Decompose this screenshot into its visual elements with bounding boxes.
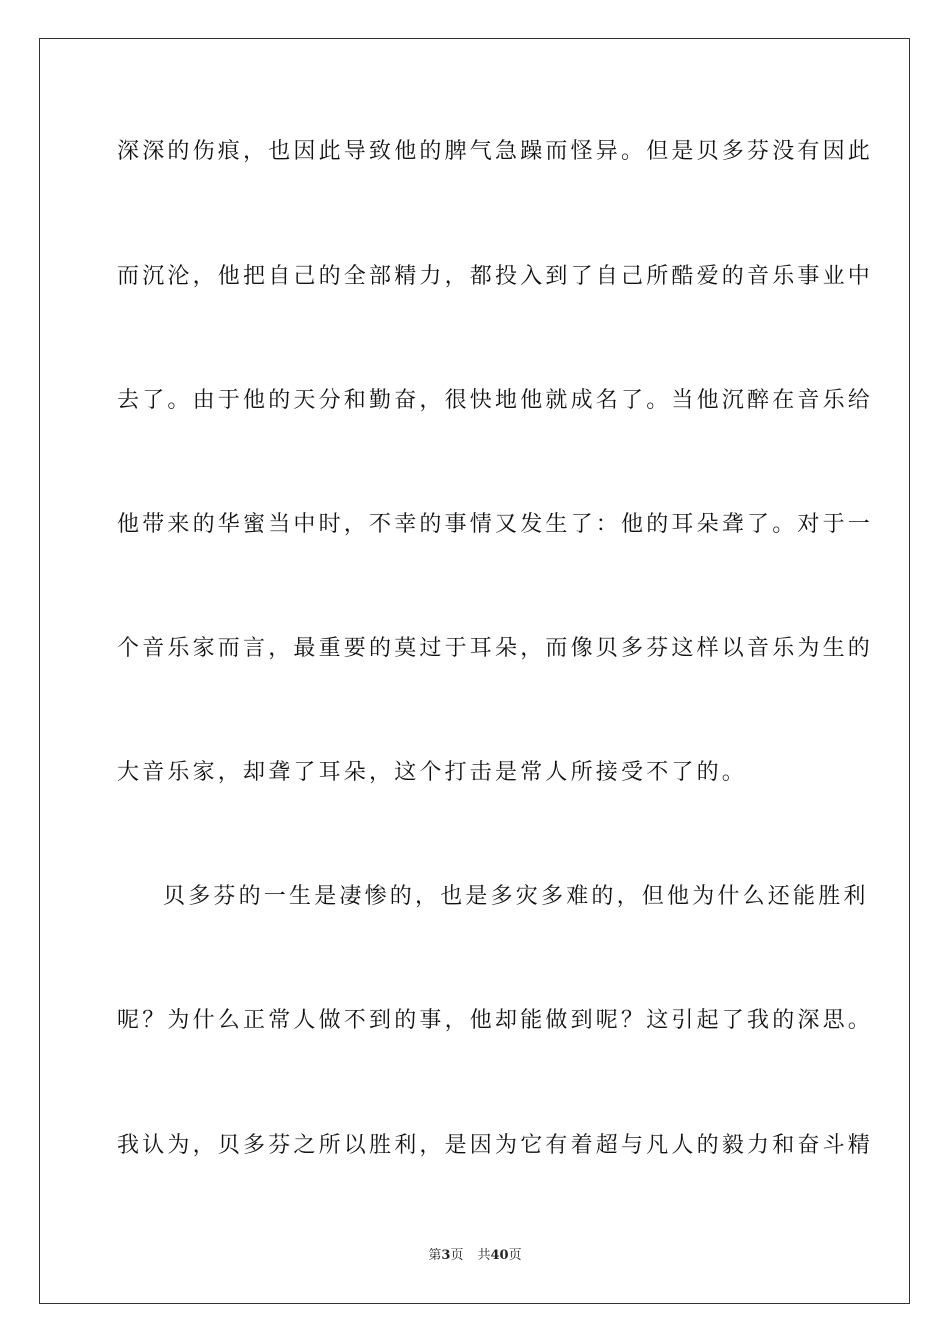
text-line: 大音乐家，却聋了耳朵，这个打击是常人所接受不了的。: [117, 760, 748, 785]
text-line: 呢？为什么正常人做不到的事，他却能做到呢？这引起了我的深思。: [117, 1008, 874, 1033]
page-suffix: 页: [450, 1248, 464, 1263]
text-line: 去了。由于他的天分和勤奋，很快地他就成名了。当他沉醉在音乐给: [117, 388, 874, 413]
total-suffix: 页: [508, 1248, 522, 1263]
text-line: 他带来的华蜜当中时，不幸的事情又发生了：他的耳朵聋了。对于一: [117, 512, 874, 537]
page-footer: [0, 1247, 950, 1265]
text-line: 深深的伤痕，也因此导致他的脾气急躁而怪异。但是贝多芬没有因此: [117, 139, 874, 164]
total-prefix: 共: [477, 1248, 491, 1263]
total-pages: 40: [490, 1248, 509, 1263]
paragraph-first-line: 贝多芬的一生是凄惨的，也是多灾多难的，但他为什么还能胜利: [163, 884, 869, 909]
page-number: 3: [441, 1248, 451, 1263]
page-border: [39, 38, 910, 1304]
text-line: 我认为，贝多芬之所以胜利，是因为它有着超与凡人的毅力和奋斗精: [117, 1133, 874, 1158]
text-line: 个音乐家而言，最重要的莫过于耳朵，而像贝多芬这样以音乐为生的: [117, 636, 874, 661]
text-line: 而沉沦，他把自己的全部精力，都投入到了自己所酷爱的音乐事业中: [117, 264, 874, 289]
page-prefix: 第: [428, 1248, 442, 1263]
